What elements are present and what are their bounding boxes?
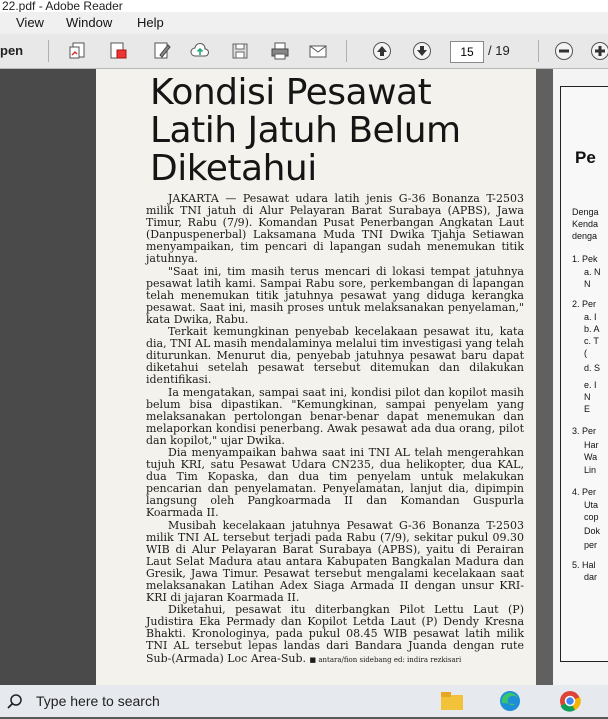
- window-title: 22.pdf - Adobe Reader: [2, 0, 123, 12]
- page-total: 19: [495, 43, 509, 58]
- page-count: [488, 43, 510, 58]
- left-margin: [0, 69, 96, 685]
- toolbar-separator: [346, 40, 347, 62]
- taskbar: [0, 685, 608, 717]
- open-button-label[interactable]: pen: [0, 43, 23, 58]
- page2-line: 5. Hal: [572, 560, 608, 570]
- menu-view[interactable]: View: [16, 15, 44, 30]
- taskbar-search-input[interactable]: Type here to search: [36, 693, 160, 709]
- page2-line: c. T: [584, 336, 608, 346]
- headline-line: Latih Jatuh Belum: [150, 112, 461, 150]
- headline-line: Kondisi Pesawat: [150, 74, 461, 112]
- toolbar-separator: [538, 40, 539, 62]
- article-paragraph: Musibah kecelakaan jatuhnya Pesawat G-36 Bonanza T-2503 milik TNI AL tersebut terjadi pada Rabu (7/9), sekitar pukul 09.30 WIB di Alur Pelayaran Barat Surabaya (APBS), yaitu di Perairan Laut Selat Madura atau antara Kabupaten Bangkalan Madura dan Gresik, Jawa Timur. Pesawat tersebut mengalami kecelakaan saat melaksanakan Latihan Adex Siaga Armada II dengan unsur KRI-KRI di jajaran Koarmada II.: [146, 520, 524, 605]
- zoom-out-icon[interactable]: [552, 39, 576, 63]
- page2-line: (: [584, 348, 608, 358]
- edit-pdf-icon[interactable]: [150, 39, 174, 63]
- article-body: [146, 193, 524, 666]
- article-paragraph: Ia mengatakan, sampai saat ini, kondisi pilot dan kopilot masih belum bisa dipastikan. "Kemungkinan, sampai penyelam yang melaksanakan pertolongan benar-benar dapat menemukan dan melaporkan kondisi penerbang. Awak pesawat ada dua orang, pilot dan kopilot," ujar Dwika.: [146, 387, 524, 447]
- page2-line: Kenda: [572, 219, 608, 229]
- page2-line: N: [584, 392, 608, 402]
- page2-line: Lin: [584, 465, 608, 475]
- article-paragraph: Terkait kemungkinan penyebab kecelakaan pesawat itu, kata dia, TNI AL masih mendalaminya melalui tim investigasi yang telah diturunkan. Menurut dia, penyebab jatuhnya pesawat baru dapat diketahui setelah pesawat tersebut ditemukan dan dilakukan identifikasi.: [146, 326, 524, 386]
- article-paragraph: "Saat ini, tim masih terus mencari di lokasi tempat jatuhnya pesawat latih kami. Sampai Rabu sore, perkembangan di lapangan telah menemukan titik jatuhnya pesawat yang diduga kerangka pesawat. Saat ini, masih proses untuk melaksanakan penyelaman," kata Dwika, Rabu.: [146, 266, 524, 326]
- page2-line: Wa: [584, 452, 608, 462]
- chrome-browser-icon[interactable]: [556, 688, 584, 714]
- email-icon[interactable]: [306, 39, 330, 63]
- page2-line: N: [584, 279, 608, 289]
- page2-line: Denga: [572, 207, 608, 217]
- page2-line: 2. Per: [572, 299, 608, 309]
- page2-line: 1. Pek: [572, 254, 608, 264]
- page2-line: e. I: [584, 380, 608, 390]
- page2-line: a. I: [584, 312, 608, 322]
- print-icon[interactable]: [268, 39, 292, 63]
- edge-browser-icon[interactable]: [496, 688, 524, 714]
- menu-help[interactable]: Help: [137, 15, 164, 30]
- page2-line: E: [584, 404, 608, 414]
- photo-credit: ■ antara/fion sidebang ed: indira rezkisari: [309, 656, 461, 664]
- page-separator: /: [488, 43, 492, 58]
- save-icon[interactable]: [228, 39, 252, 63]
- cloud-upload-icon[interactable]: [188, 39, 212, 63]
- page2-line: per: [584, 540, 608, 550]
- page-number-input[interactable]: 15: [450, 41, 484, 63]
- headline-line: Diketahui: [150, 150, 461, 188]
- next-page-icon[interactable]: [410, 39, 434, 63]
- article-paragraph: [146, 604, 524, 665]
- page2-line: 4. Per: [572, 487, 608, 497]
- zoom-in-icon[interactable]: [588, 39, 608, 63]
- toolbar-separator: [48, 40, 49, 62]
- article-paragraph: Dia menyampaikan bahwa saat ini TNI AL telah mengerahkan tujuh KRI, satu Pesawat Udara CN235, dua helikopter, dua KAL, dua Tim Kopaska, dan dua tim penyelam untuk melakukan pencarian dan penyelamatan. Penyelamatan, lanjut dia, dipimpin langsung oleh Pangkoarmada II dan Komandan Guspurla Koarmada II.: [146, 447, 524, 520]
- photo-credit-text: antara/fion sidebang ed: indira rezkisari: [318, 656, 461, 664]
- page2-line: 3. Per: [572, 426, 608, 436]
- window-title-bar: [0, 0, 608, 12]
- create-pdf-icon[interactable]: [66, 39, 90, 63]
- article-paragraph: JAKARTA — Pesawat udara latih jenis G-36 Bonanza T-2503 milik TNI jatuh di Alur Pelayaran Barat Surabaya (APBS), Jawa Timur, Rabu (7/9). Komandan Pusat Penerbangan Angkatan Laut (Danpuspenerbal) Laksamana Muda TNI Dwika Tjahja Setiawan menyampaikan, tim pencari di lapangan sudah menemukan titik jatuhnya.: [146, 193, 524, 266]
- page2-line: b. A: [584, 324, 608, 334]
- page2-title: Pe: [575, 148, 596, 168]
- search-icon[interactable]: [6, 693, 24, 711]
- article-headline: [150, 74, 461, 188]
- file-explorer-icon[interactable]: [438, 688, 466, 714]
- previous-page-icon[interactable]: [370, 39, 394, 63]
- page2-line: denga: [572, 231, 608, 241]
- page2-line: Har: [584, 440, 608, 450]
- page2-line: a. N: [584, 267, 608, 277]
- menu-window[interactable]: Window: [66, 15, 112, 30]
- export-pdf-icon[interactable]: [106, 39, 130, 63]
- menu-bar: [0, 12, 608, 34]
- toolbar: [0, 34, 608, 69]
- page2-line: dar: [584, 572, 608, 582]
- page2-line: d. S: [584, 363, 608, 373]
- page2-line: Dok: [584, 526, 608, 536]
- page2-line: Uta: [584, 500, 608, 510]
- article-paragraph-text: Diketahui, pesawat itu diterbangkan Pilot Lettu Laut (P) Judistira Eka Permady dan Kopilot Letda Laut (P) Dendy Kresna Bhakti. Kronologinya, pada pukul 08.45 WIB pesawat latih milik TNI AL tersebut lepas landas dari Bandara Juanda dengan rute Sub-(Armada) Loc Area-Sub.: [146, 603, 524, 664]
- page2-line: cop: [584, 512, 608, 522]
